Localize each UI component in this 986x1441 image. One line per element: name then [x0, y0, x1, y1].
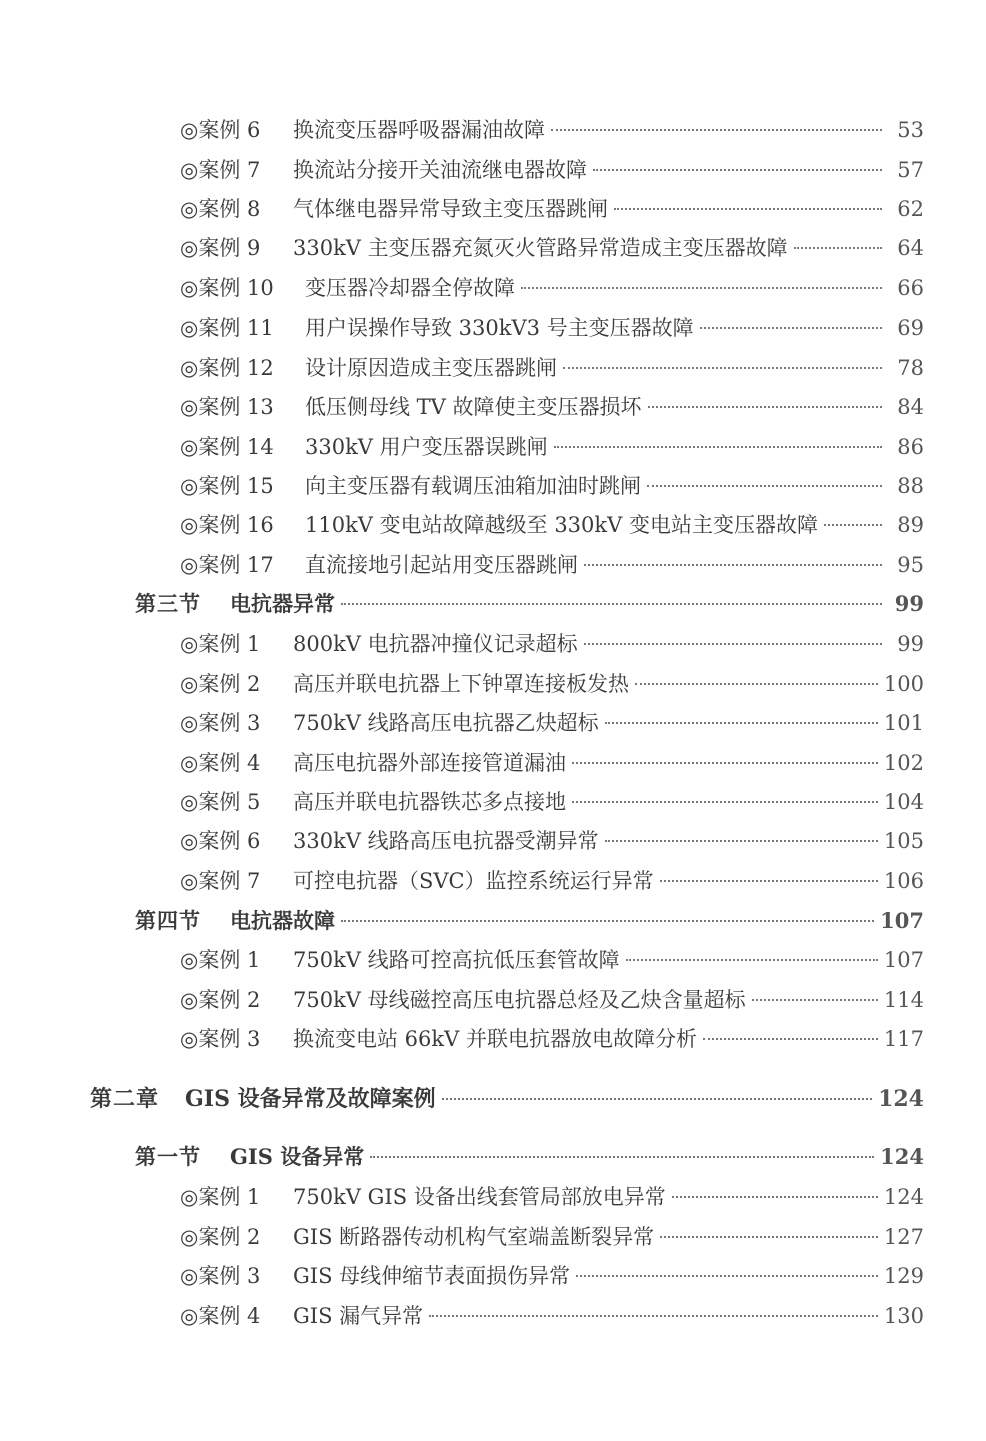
entry-label: ◎案例 4	[180, 1304, 261, 1328]
toc-entry	[180, 353, 924, 383]
entry-title: 330kV 主变压器充氮灭火管路异常造成主变压器故障	[293, 236, 788, 260]
entry-title: 高压并联电抗器铁芯多点接地	[293, 790, 566, 814]
dot-leader	[660, 879, 878, 882]
toc-entry	[180, 510, 924, 540]
toc-entry	[180, 1024, 924, 1054]
entry-label: ◎案例 16	[180, 513, 274, 537]
entry-title: 向主变压器有载调压油箱加油时跳闸	[305, 474, 641, 498]
entry-title: 变压器冷却器全停故障	[305, 276, 515, 300]
section-title: GIS 设备异常	[230, 1144, 365, 1169]
entry-title: 750kV 线路高压电抗器乙炔超标	[293, 711, 599, 735]
entry-title: 设计原因造成主变压器跳闸	[305, 356, 557, 380]
page-number: 130	[883, 1304, 924, 1328]
toc-entry	[180, 1182, 924, 1212]
dot-leader	[824, 523, 882, 526]
toc-entry	[180, 155, 924, 185]
entry-title: 低压侧母线 TV 故障使主变压器损坏	[305, 395, 642, 419]
entry-label: ◎案例 2	[180, 672, 261, 696]
page-number: 86	[897, 435, 924, 459]
entry-label: ◎案例 1	[180, 632, 261, 656]
dot-leader	[593, 168, 882, 171]
entry-label: ◎案例 3	[180, 711, 261, 735]
page-number: 124	[880, 1144, 924, 1169]
dot-leader	[584, 563, 882, 566]
entry-label: ◎案例 4	[180, 751, 261, 775]
section-title: 电抗器异常	[230, 591, 335, 616]
entry-title: GIS 母线伸缩节表面损伤异常	[293, 1264, 571, 1288]
entry-title: 直流接地引起站用变压器跳闸	[305, 553, 578, 577]
toc-entry	[180, 629, 924, 659]
dot-leader	[605, 839, 878, 842]
dot-leader	[554, 445, 882, 448]
dot-leader	[648, 405, 882, 408]
entry-label: ◎案例 11	[180, 316, 274, 340]
entry-title: 330kV 线路高压电抗器受潮异常	[293, 829, 599, 853]
page-number: 100	[883, 672, 924, 696]
entry-title: 800kV 电抗器冲撞仪记录超标	[293, 632, 578, 656]
section-number: 第四节	[135, 908, 201, 933]
page-number: 129	[883, 1264, 924, 1288]
page-number: 84	[897, 395, 924, 419]
toc-entry	[180, 233, 924, 263]
toc-entry	[180, 432, 924, 462]
entry-title: GIS 断路器传动机构气室端盖断裂异常	[293, 1225, 655, 1249]
toc-entry	[180, 669, 924, 699]
entry-title: GIS 漏气异常	[293, 1304, 424, 1328]
page-number: 64	[897, 236, 924, 260]
dot-leader	[572, 800, 878, 803]
page-number: 66	[897, 276, 924, 300]
entry-label: ◎案例 7	[180, 158, 261, 182]
page-number: 105	[883, 829, 924, 853]
page-number: 101	[883, 711, 924, 735]
entry-label: ◎案例 7	[180, 869, 261, 893]
entry-label: ◎案例 15	[180, 474, 274, 498]
entry-title: 高压并联电抗器上下钟罩连接板发热	[293, 672, 629, 696]
page-number: 107	[880, 908, 924, 933]
section-title: 电抗器故障	[230, 908, 335, 933]
dot-leader	[563, 366, 882, 369]
dot-leader	[660, 1235, 878, 1238]
toc-entry	[180, 392, 924, 422]
page-number: 89	[897, 513, 924, 537]
entry-title: 换流站分接开关油流继电器故障	[293, 158, 587, 182]
page-number: 102	[883, 751, 924, 775]
entry-label: ◎案例 10	[180, 276, 274, 300]
page-number: 69	[897, 316, 924, 340]
page-number: 106	[883, 869, 924, 893]
entry-label: ◎案例 3	[180, 1264, 261, 1288]
dot-leader	[429, 1314, 878, 1317]
toc-section-heading	[135, 906, 924, 936]
entry-title: 可控电抗器（SVC）监控系统运行异常	[293, 869, 654, 893]
dot-leader	[572, 761, 878, 764]
entry-title: 330kV 用户变压器误跳闸	[305, 435, 548, 459]
entry-title: 用户误操作导致 330kV3 号主变压器故障	[305, 316, 694, 340]
page-number: 107	[883, 948, 924, 972]
dot-leader	[635, 682, 878, 685]
entry-label: ◎案例 17	[180, 553, 274, 577]
entry-title: 750kV 母线磁控高压电抗器总烃及乙炔含量超标	[293, 988, 746, 1012]
page-number: 99	[894, 591, 924, 616]
dot-leader	[752, 998, 878, 1001]
dot-leader	[794, 246, 882, 249]
dot-leader	[584, 642, 882, 645]
page-number: 88	[897, 474, 924, 498]
entry-label: ◎案例 6	[180, 829, 261, 853]
dot-leader	[647, 484, 882, 487]
page-number: 104	[883, 790, 924, 814]
dot-leader	[576, 1274, 878, 1277]
entry-label: ◎案例 5	[180, 790, 261, 814]
toc-entry	[180, 1301, 924, 1331]
entry-title: 换流变压器呼吸器漏油故障	[293, 118, 545, 142]
toc-entry	[180, 787, 924, 817]
entry-label: ◎案例 2	[180, 1225, 261, 1249]
toc-entry	[180, 866, 924, 896]
toc-entry	[180, 273, 924, 303]
entry-title: 750kV GIS 设备出线套管局部放电异常	[293, 1185, 666, 1209]
toc-entry	[180, 1222, 924, 1252]
toc-entry	[180, 550, 924, 580]
entry-label: ◎案例 1	[180, 948, 261, 972]
page-number: 95	[897, 553, 924, 577]
page-number: 114	[883, 988, 924, 1012]
toc-entry	[180, 945, 924, 975]
entry-label: ◎案例 6	[180, 118, 261, 142]
dot-leader	[626, 958, 878, 961]
entry-label: ◎案例 2	[180, 988, 261, 1012]
toc-entry	[180, 1261, 924, 1291]
entry-label: ◎案例 8	[180, 197, 261, 221]
dot-leader	[370, 1155, 874, 1158]
page-number: 57	[897, 158, 924, 182]
chapter-number: 第二章	[90, 1086, 160, 1112]
entry-label: ◎案例 1	[180, 1185, 261, 1209]
entry-title: 气体继电器异常导致主变压器跳闸	[293, 197, 608, 221]
dot-leader	[521, 286, 882, 289]
page-number: 53	[897, 118, 924, 142]
toc-entry	[180, 115, 924, 145]
entry-title: 750kV 线路可控高抗低压套管故障	[293, 948, 620, 972]
toc-entry	[180, 471, 924, 501]
toc-entry	[180, 708, 924, 738]
toc-section-heading	[135, 589, 924, 619]
section-number: 第三节	[135, 591, 201, 616]
page-number: 62	[897, 197, 924, 221]
page-number: 78	[897, 356, 924, 380]
toc-entry	[180, 985, 924, 1015]
page-number: 127	[883, 1225, 924, 1249]
dot-leader	[341, 919, 874, 922]
page-number: 117	[883, 1027, 924, 1051]
toc-entry	[180, 194, 924, 224]
dot-leader	[605, 721, 878, 724]
dot-leader	[614, 207, 882, 210]
entry-title: 高压电抗器外部连接管道漏油	[293, 751, 566, 775]
dot-leader	[341, 602, 882, 605]
toc-entry	[180, 826, 924, 856]
entry-label: ◎案例 13	[180, 395, 274, 419]
entry-label: ◎案例 9	[180, 236, 261, 260]
entry-title: 110kV 变电站故障越级至 330kV 变电站主变压器故障	[305, 513, 818, 537]
toc-entry	[180, 313, 924, 343]
page-number: 124	[883, 1185, 924, 1209]
chapter-title: GIS 设备异常及故障案例	[185, 1086, 436, 1112]
dot-leader	[703, 1037, 878, 1040]
entry-label: ◎案例 3	[180, 1027, 261, 1051]
dot-leader	[672, 1195, 878, 1198]
toc-chapter-heading	[90, 1084, 924, 1114]
dot-leader	[551, 128, 882, 131]
entry-title: 换流变电站 66kV 并联电抗器放电故障分析	[293, 1027, 697, 1051]
toc-section-heading	[135, 1142, 924, 1172]
dot-leader	[700, 326, 882, 329]
section-number: 第一节	[135, 1144, 201, 1169]
entry-label: ◎案例 14	[180, 435, 274, 459]
dot-leader	[442, 1097, 872, 1100]
page-number: 124	[878, 1086, 924, 1112]
toc-entry	[180, 748, 924, 778]
page-number: 99	[897, 632, 924, 656]
entry-label: ◎案例 12	[180, 356, 274, 380]
